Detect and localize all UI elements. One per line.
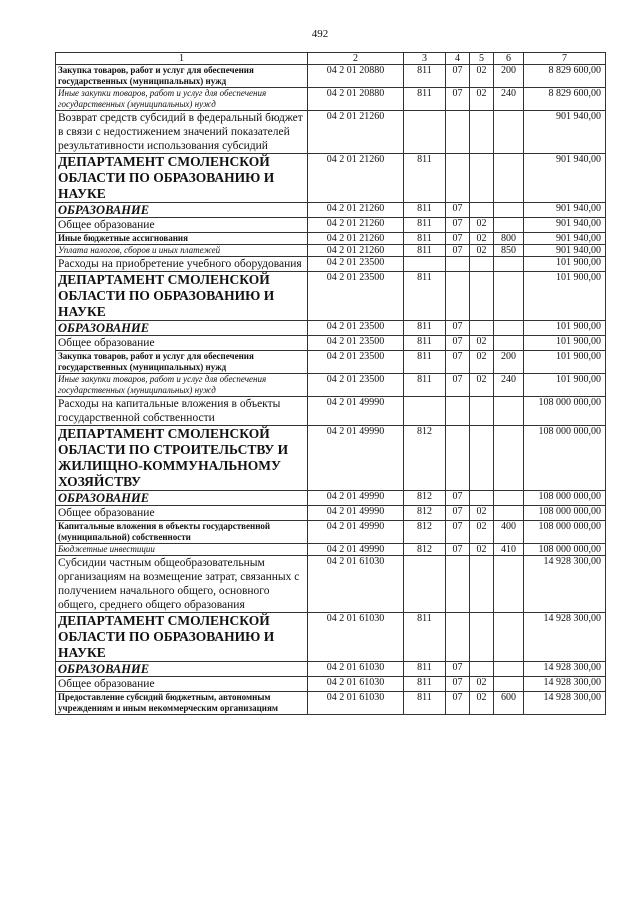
row-col6 [494,662,524,677]
row-col3: 811 [404,154,446,203]
row-col5 [470,203,494,218]
row-col4: 07 [446,203,470,218]
row-col4: 07 [446,662,470,677]
row-col4 [446,397,470,426]
row-col6: 400 [494,521,524,544]
table-row [56,272,606,321]
row-col6: 600 [494,692,524,715]
row-amount: 14 928 300,00 [524,677,606,692]
row-col5: 02 [470,351,494,374]
row-col6 [494,426,524,491]
table-row [56,544,606,556]
row-col5: 02 [470,521,494,544]
row-code: 04 2 01 21260 [308,203,404,218]
row-col4: 07 [446,374,470,397]
row-name: ОБРАЗОВАНИЕ [56,491,308,506]
row-col4: 07 [446,218,470,233]
row-name: Общее образование [56,218,308,233]
table-row [56,397,606,426]
row-amount: 901 940,00 [524,245,606,257]
row-col3: 812 [404,426,446,491]
row-amount: 108 000 000,00 [524,397,606,426]
row-col6: 800 [494,233,524,245]
row-amount: 101 900,00 [524,272,606,321]
row-name: Бюджетные инвестиции [56,544,308,556]
row-name: ОБРАЗОВАНИЕ [56,203,308,218]
row-code: 04 2 01 23500 [308,257,404,272]
row-col6: 200 [494,65,524,88]
row-code: 04 2 01 21260 [308,111,404,154]
row-code: 04 2 01 49990 [308,426,404,491]
row-col6 [494,257,524,272]
row-col5: 02 [470,65,494,88]
row-amount: 14 928 300,00 [524,692,606,715]
row-col3: 812 [404,491,446,506]
row-amount: 108 000 000,00 [524,426,606,491]
row-col3: 812 [404,544,446,556]
row-col4 [446,257,470,272]
table-row [56,521,606,544]
row-col4: 07 [446,233,470,245]
table-row [56,613,606,662]
row-col3: 811 [404,65,446,88]
row-col5 [470,556,494,613]
header-cell: 5 [470,53,494,65]
row-col5: 02 [470,506,494,521]
header-cell: 1 [56,53,308,65]
row-name: Иные закупки товаров, работ и услуг для обеспечения государственных (муниципальных) нужд [56,374,308,397]
row-code: 04 2 01 61030 [308,613,404,662]
row-amount: 901 940,00 [524,233,606,245]
row-col5 [470,272,494,321]
row-col4: 07 [446,321,470,336]
row-amount: 101 900,00 [524,257,606,272]
row-col6: 410 [494,544,524,556]
row-col3: 811 [404,245,446,257]
row-amount: 108 000 000,00 [524,544,606,556]
row-col3: 812 [404,521,446,544]
row-amount: 901 940,00 [524,203,606,218]
row-code: 04 2 01 61030 [308,556,404,613]
row-col3: 811 [404,233,446,245]
row-col5 [470,491,494,506]
row-col6 [494,613,524,662]
table-row [56,218,606,233]
row-amount: 101 900,00 [524,374,606,397]
row-code: 04 2 01 20880 [308,65,404,88]
row-amount: 101 900,00 [524,321,606,336]
table-row [56,692,606,715]
row-col6 [494,111,524,154]
row-col5: 02 [470,692,494,715]
row-code: 04 2 01 23500 [308,374,404,397]
row-col4 [446,426,470,491]
table-row [56,233,606,245]
row-code: 04 2 01 21260 [308,154,404,203]
table-row [56,65,606,88]
table-row [56,111,606,154]
row-amount: 108 000 000,00 [524,491,606,506]
row-col5: 02 [470,88,494,111]
row-name: ДЕПАРТАМЕНТ СМОЛЕНСКОЙ ОБЛАСТИ ПО ОБРАЗОВАНИЮ И НАУКЕ [56,613,308,662]
row-col6: 200 [494,351,524,374]
table-row [56,491,606,506]
table-row [56,506,606,521]
table-row [56,426,606,491]
row-col6 [494,154,524,203]
row-amount: 14 928 300,00 [524,556,606,613]
row-code: 04 2 01 49990 [308,506,404,521]
row-col4: 07 [446,351,470,374]
row-col4: 07 [446,692,470,715]
row-col4 [446,111,470,154]
row-col6 [494,677,524,692]
row-amount: 108 000 000,00 [524,506,606,521]
row-col4: 07 [446,88,470,111]
row-col4: 07 [446,544,470,556]
row-amount: 14 928 300,00 [524,662,606,677]
row-col5 [470,257,494,272]
row-col6: 240 [494,88,524,111]
row-col4: 07 [446,491,470,506]
row-col4: 07 [446,245,470,257]
row-name: Общее образование [56,506,308,521]
table-row [56,336,606,351]
table-row [56,351,606,374]
row-name: ДЕПАРТАМЕНТ СМОЛЕНСКОЙ ОБЛАСТИ ПО ОБРАЗОВАНИЮ И НАУКЕ [56,272,308,321]
row-col3: 811 [404,88,446,111]
row-amount: 901 940,00 [524,111,606,154]
row-col6 [494,397,524,426]
row-col6: 240 [494,374,524,397]
row-code: 04 2 01 49990 [308,491,404,506]
row-name: Расходы на приобретение учебного оборудования [56,257,308,272]
row-col3: 811 [404,272,446,321]
row-col3: 811 [404,374,446,397]
row-name: Расходы на капитальные вложения в объекты государственной собственности [56,397,308,426]
row-name: Уплата налогов, сборов и иных платежей [56,245,308,257]
row-col4 [446,613,470,662]
row-col5: 02 [470,374,494,397]
row-amount: 14 928 300,00 [524,613,606,662]
header-cell: 4 [446,53,470,65]
row-amount: 901 940,00 [524,154,606,203]
row-amount: 8 829 600,00 [524,65,606,88]
row-col3 [404,111,446,154]
row-col5: 02 [470,218,494,233]
row-col3 [404,556,446,613]
table-header-row [56,53,606,65]
row-col4: 07 [446,506,470,521]
table-row [56,257,606,272]
row-col6 [494,556,524,613]
row-name: Возврат средств субсидий в федеральный бюджет в связи с недостижением значений показателей результативности использования субсидий [56,111,308,154]
row-col6 [494,321,524,336]
table-row [56,154,606,203]
header-cell: 7 [524,53,606,65]
row-name: Иные закупки товаров, работ и услуг для обеспечения государственных (муниципальных) нужд [56,88,308,111]
row-col3 [404,397,446,426]
row-code: 04 2 01 20880 [308,88,404,111]
row-name: Иные бюджетные ассигнования [56,233,308,245]
row-col6: 850 [494,245,524,257]
row-code: 04 2 01 49990 [308,544,404,556]
row-name: Закупка товаров, работ и услуг для обеспечения государственных (муниципальных) нужд [56,351,308,374]
row-code: 04 2 01 23500 [308,321,404,336]
budget-table [55,52,606,715]
row-col4: 07 [446,65,470,88]
row-col5 [470,426,494,491]
row-col6 [494,491,524,506]
row-col3: 812 [404,506,446,521]
row-code: 04 2 01 21260 [308,218,404,233]
row-col4: 07 [446,336,470,351]
table-row [56,677,606,692]
row-col3: 811 [404,677,446,692]
row-col4: 07 [446,677,470,692]
row-code: 04 2 01 21260 [308,245,404,257]
row-name: ДЕПАРТАМЕНТ СМОЛЕНСКОЙ ОБЛАСТИ ПО СТРОИТЕЛЬСТВУ И ЖИЛИЩНО-КОММУНАЛЬНОМУ ХОЗЯЙСТВУ [56,426,308,491]
row-col5 [470,154,494,203]
row-name: Закупка товаров, работ и услуг для обеспечения государственных (муниципальных) нужд [56,65,308,88]
row-col4 [446,556,470,613]
row-col3: 811 [404,203,446,218]
row-col6 [494,336,524,351]
page-number: 492 [311,28,329,40]
row-col3: 811 [404,218,446,233]
row-col3 [404,257,446,272]
row-code: 04 2 01 61030 [308,692,404,715]
row-col4 [446,272,470,321]
row-col6 [494,506,524,521]
row-col4: 07 [446,521,470,544]
table-row [56,203,606,218]
row-name: Предоставление субсидий бюджетным, автономным учреждениям и иным некоммерческим организациям [56,692,308,715]
row-col5: 02 [470,544,494,556]
row-name: ОБРАЗОВАНИЕ [56,662,308,677]
table-row [56,556,606,613]
table-row [56,374,606,397]
row-name: ОБРАЗОВАНИЕ [56,321,308,336]
row-code: 04 2 01 23500 [308,272,404,321]
row-code: 04 2 01 49990 [308,397,404,426]
row-col5: 02 [470,677,494,692]
row-code: 04 2 01 23500 [308,351,404,374]
row-amount: 101 900,00 [524,336,606,351]
row-col5: 02 [470,233,494,245]
row-name: Общее образование [56,677,308,692]
row-col5 [470,111,494,154]
header-cell: 2 [308,53,404,65]
row-amount: 8 829 600,00 [524,88,606,111]
row-code: 04 2 01 23500 [308,336,404,351]
row-col6 [494,203,524,218]
row-col5 [470,613,494,662]
row-code: 04 2 01 49990 [308,521,404,544]
row-code: 04 2 01 21260 [308,233,404,245]
table-row [56,662,606,677]
table-row [56,245,606,257]
row-col4 [446,154,470,203]
row-amount: 108 000 000,00 [524,521,606,544]
row-amount: 101 900,00 [524,351,606,374]
row-name: Капитальные вложения в объекты государственной (муниципальной) собственности [56,521,308,544]
row-name: ДЕПАРТАМЕНТ СМОЛЕНСКОЙ ОБЛАСТИ ПО ОБРАЗОВАНИЮ И НАУКЕ [56,154,308,203]
header-cell: 6 [494,53,524,65]
row-col6 [494,218,524,233]
row-col5: 02 [470,336,494,351]
row-code: 04 2 01 61030 [308,677,404,692]
row-col5 [470,397,494,426]
header-cell: 3 [404,53,446,65]
row-name: Общее образование [56,336,308,351]
row-amount: 901 940,00 [524,218,606,233]
row-col3: 811 [404,662,446,677]
row-col3: 811 [404,321,446,336]
row-col5: 02 [470,245,494,257]
table-row [56,321,606,336]
row-col3: 811 [404,351,446,374]
row-col6 [494,272,524,321]
table-row [56,88,606,111]
row-col3: 811 [404,613,446,662]
row-col3: 811 [404,692,446,715]
row-col5 [470,662,494,677]
row-name: Субсидии частным общеобразовательным организациям на возмещение затрат, связанных с получением начального общего, основного общего, среднего общего образования [56,556,308,613]
row-col3: 811 [404,336,446,351]
row-col5 [470,321,494,336]
row-code: 04 2 01 61030 [308,662,404,677]
